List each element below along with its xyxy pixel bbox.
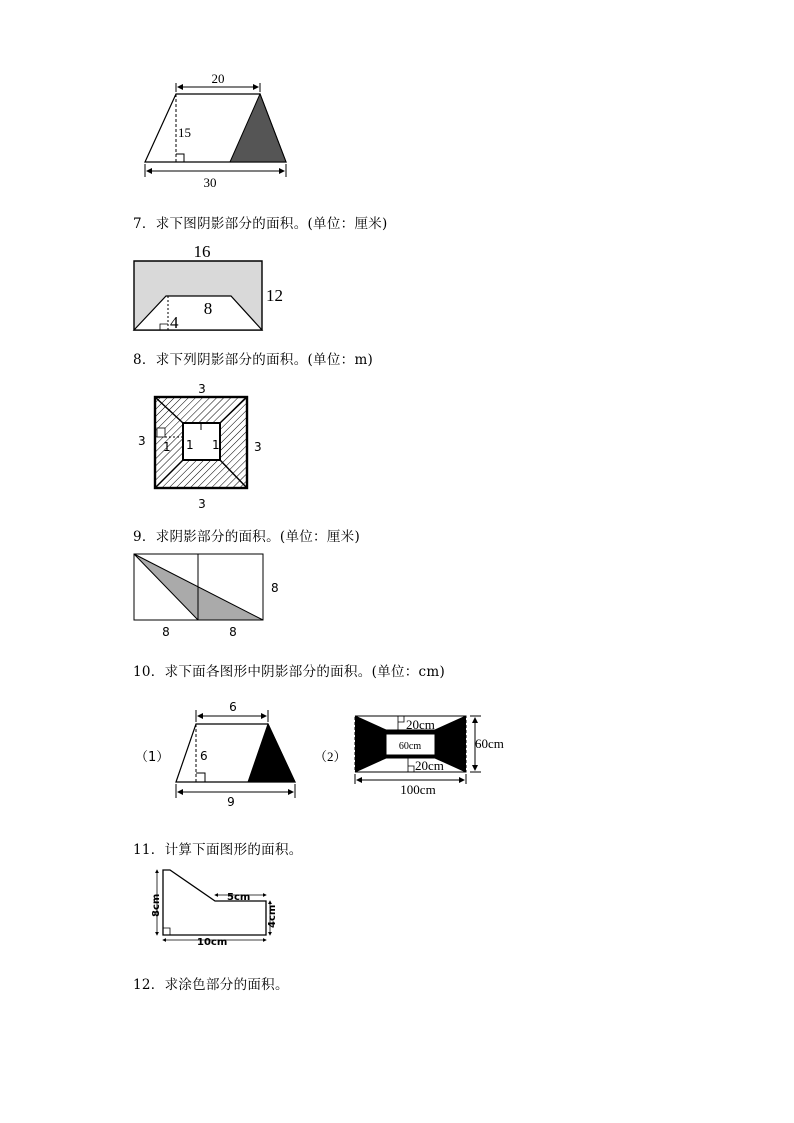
label-left-width: 8 <box>162 625 170 639</box>
label-width: 100cm <box>400 782 436 797</box>
label-height: 60cm <box>475 736 504 751</box>
figure-q11 <box>145 862 285 950</box>
label-part1: （1） <box>135 750 170 765</box>
label-height: 15 <box>178 125 191 140</box>
question-7: 7．求下图阴影部分的面积。(单位：厘米) <box>133 216 388 232</box>
label-part2: （2） <box>314 749 347 764</box>
label-inner-right: 1 <box>212 438 220 452</box>
label-height: 8 <box>271 581 279 595</box>
label-step: 5cm <box>227 892 251 903</box>
question-8: 8．求下列阴影部分的面积。(单位：m) <box>133 352 374 368</box>
label-inner-top: 8 <box>203 299 213 318</box>
label-bottom-gap: 20cm <box>415 758 444 773</box>
figure-trapezoid-top <box>140 70 300 192</box>
label-bottom: 9 <box>227 795 235 809</box>
label-width: 16 <box>193 242 211 261</box>
label-bottom: 10cm <box>197 937 228 948</box>
label-inner-left: 1 <box>186 438 194 452</box>
figure-q10-part1 <box>133 696 303 811</box>
label-top: 20 <box>211 71 225 86</box>
label-height: 12 <box>266 286 283 305</box>
figure-q7 <box>130 238 300 338</box>
label-height: 8cm <box>151 893 162 917</box>
question-10: 10．求下面各图形中阴影部分的面积。(单位：cm) <box>133 664 446 680</box>
label-inner-height: 4 <box>170 313 179 332</box>
figure-q9 <box>130 550 290 642</box>
label-top-gap: 20cm <box>406 717 435 732</box>
figure-q10-part2 <box>312 708 522 800</box>
question-11: 11．计算下面图形的面积。 <box>133 842 303 858</box>
label-top: 6 <box>229 700 237 714</box>
label-inner: 60cm <box>398 741 422 752</box>
label-right: 3 <box>254 440 262 454</box>
label-bottom: 30 <box>203 175 217 190</box>
label-right: 4cm <box>267 904 278 928</box>
figure-q8 <box>130 378 270 514</box>
question-12: 12．求涂色部分的面积。 <box>133 977 289 993</box>
label-inner-a: 1 <box>163 440 171 454</box>
question-9: 9．求阴影部分的面积。(单位：厘米) <box>133 529 361 545</box>
label-height: 6 <box>200 749 208 763</box>
label-right-width: 8 <box>229 625 237 639</box>
label-top: 3 <box>198 382 206 396</box>
label-left: 3 <box>138 434 146 448</box>
label-bottom: 3 <box>198 497 206 511</box>
